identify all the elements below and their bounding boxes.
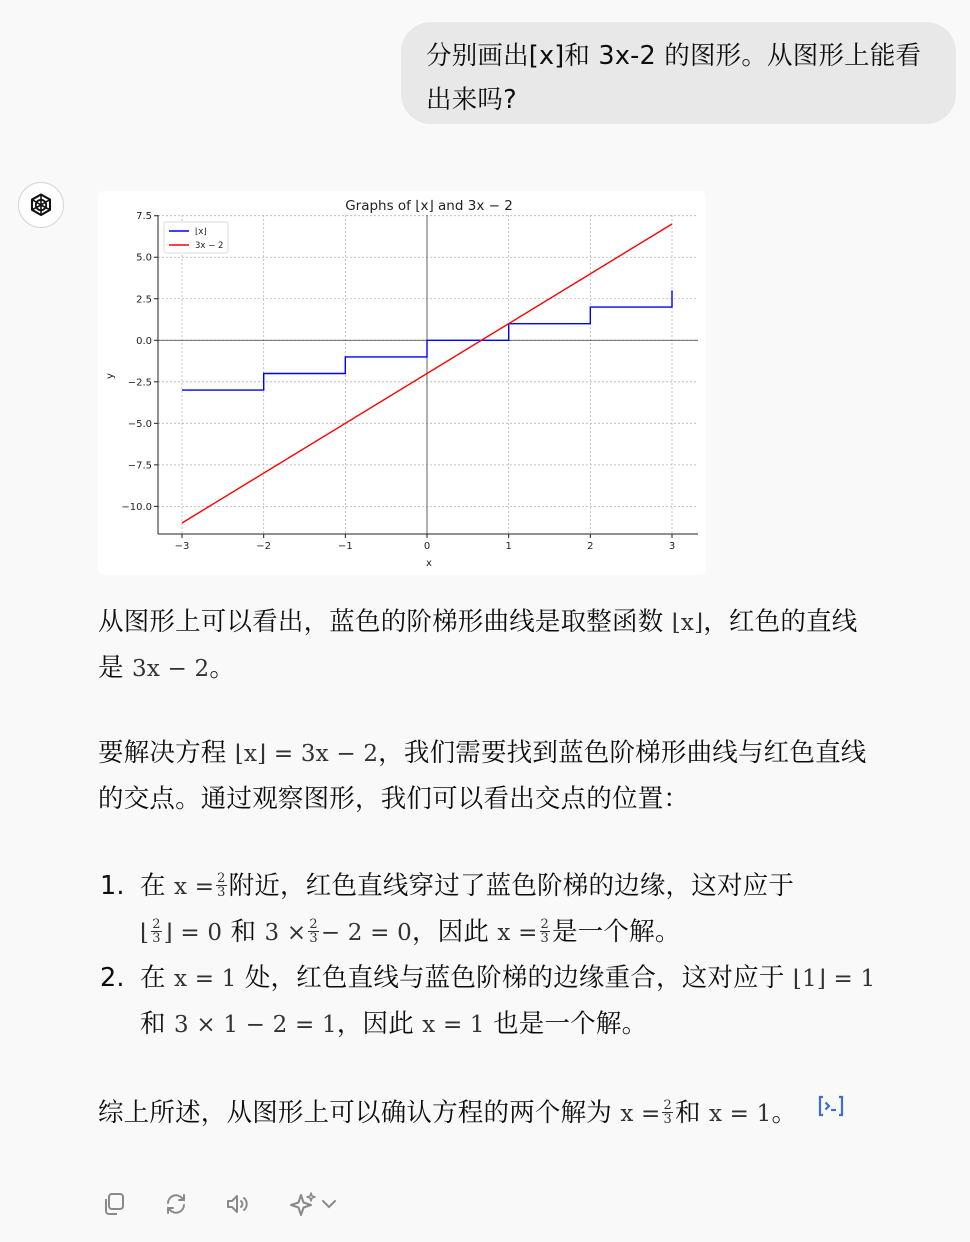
- answer-paragraph-1: [98, 600, 878, 688]
- assistant-response: [98, 600, 878, 1137]
- y-tick-label: −10.0: [121, 501, 152, 513]
- chart-title: Graphs of ⌊x⌋ and 3x − 2: [345, 198, 513, 214]
- legend-label: 3x − 2: [195, 241, 224, 251]
- chart-image: [98, 191, 706, 575]
- code-interpreter-icon[interactable]: [816, 1088, 846, 1133]
- text-span: 也是一个解。: [493, 1009, 648, 1039]
- math-3x-minus-2: 3x − 2: [132, 656, 210, 682]
- y-axis-label: y: [105, 373, 116, 379]
- text-span: 和: [140, 1009, 166, 1039]
- list-item: [98, 956, 878, 1048]
- read-aloud-button[interactable]: [222, 1188, 254, 1220]
- y-tick-label: −5.0: [127, 418, 152, 430]
- sparkle-model-icon: [289, 1190, 319, 1218]
- math-check-1: 3 × 1 − 2 = 1: [174, 1012, 337, 1038]
- text-span: 处，红色直线与蓝色阶梯的边缘重合，这对应于: [244, 963, 785, 993]
- y-tick-label: 5.0: [136, 252, 152, 264]
- text-span: ，红色的直线是: [98, 607, 858, 683]
- legend-label: ⌊x⌋: [195, 227, 207, 237]
- text-span: 综上所述，从图形上可以确认方程的两个解为: [98, 1098, 613, 1128]
- y-tick-label: −2.5: [127, 377, 152, 389]
- text-span: 是一个解。: [552, 917, 681, 947]
- y-tick-label: 7.5: [136, 211, 152, 223]
- math-x-equals-two-thirds: x = $\frac{2}{3}$: [620, 1097, 672, 1127]
- user-message-bubble: [401, 22, 956, 124]
- math-check-two-thirds: 3 × $\frac{2}{3}$ − 2 = 0: [264, 916, 412, 946]
- regenerate-icon: [163, 1191, 189, 1217]
- answer-paragraph-2: [98, 731, 878, 821]
- copy-icon: [101, 1191, 127, 1217]
- chatgpt-logo-icon: [26, 190, 56, 220]
- text-span: 。: [209, 653, 236, 683]
- math-x-equals-two-thirds: x = $\frac{2}{3}$: [174, 870, 226, 900]
- text-span: 附近，红色直线穿过了蓝色阶梯的边缘，这对应于: [228, 871, 795, 901]
- math-floor-1: ⌊1⌋ = 1: [792, 966, 876, 992]
- assistant-avatar: [18, 182, 64, 228]
- read-aloud-icon: [224, 1191, 252, 1217]
- text-span: 和: [674, 1098, 701, 1128]
- x-axis-label: x: [426, 558, 432, 569]
- list-number: 2.: [100, 963, 125, 993]
- model-switch-button[interactable]: [284, 1188, 344, 1220]
- user-message-text: 分别画出[x]和 3x-2 的图形。从图形上能看出来吗?: [426, 41, 922, 115]
- copy-button[interactable]: [98, 1188, 130, 1220]
- chevron-down-icon: [319, 1194, 339, 1214]
- math-x-equals-1: x = 1: [422, 1012, 485, 1038]
- list-item: [98, 864, 878, 956]
- x-tick-label: 3: [668, 541, 676, 552]
- text-span: ，我们需要找到蓝色阶梯形曲线与红色直线的交点。通过观察图形，我们可以看出交点的位置：: [98, 738, 867, 814]
- math-x-equals-1: x = 1: [708, 1101, 772, 1127]
- message-actions: [98, 1186, 374, 1222]
- y-tick-label: 0.0: [136, 335, 152, 347]
- text-span: 要解决方程: [98, 738, 227, 768]
- math-x-equals-1: x = 1: [174, 966, 237, 992]
- x-tick-label: 0: [423, 541, 431, 552]
- text-span: 和: [230, 917, 257, 947]
- regenerate-button[interactable]: [160, 1188, 192, 1220]
- list-number: 1.: [100, 871, 125, 901]
- x-tick-label: 1: [505, 541, 512, 552]
- x-tick-label: −3: [174, 541, 190, 552]
- math-equation: ⌊x⌋ = 3x − 2: [234, 741, 379, 767]
- y-tick-label: 2.5: [136, 294, 152, 306]
- math-x-equals-two-thirds: x = $\frac{2}{3}$: [497, 916, 550, 946]
- y-tick-label: −7.5: [127, 460, 152, 472]
- solution-list: [98, 864, 878, 1048]
- text-span: 在: [140, 871, 166, 901]
- chart-svg: [98, 191, 706, 575]
- text-span: 。: [771, 1098, 798, 1128]
- math-floor-two-thirds: ⌊ $\frac{2}{3}$ ⌋ = 0: [140, 916, 223, 946]
- text-span: 在: [140, 963, 166, 993]
- x-tick-label: −1: [337, 541, 353, 552]
- x-tick-label: −2: [256, 541, 272, 552]
- math-floor-x: ⌊x⌋: [671, 610, 704, 636]
- x-tick-label: 2: [587, 541, 594, 552]
- text-span: ，因此: [411, 917, 490, 947]
- answer-paragraph-3: [98, 1091, 878, 1137]
- text-span: ，因此: [336, 1009, 414, 1039]
- text-span: 从图形上可以看出，蓝色的阶梯形曲线是取整函数: [98, 607, 664, 637]
